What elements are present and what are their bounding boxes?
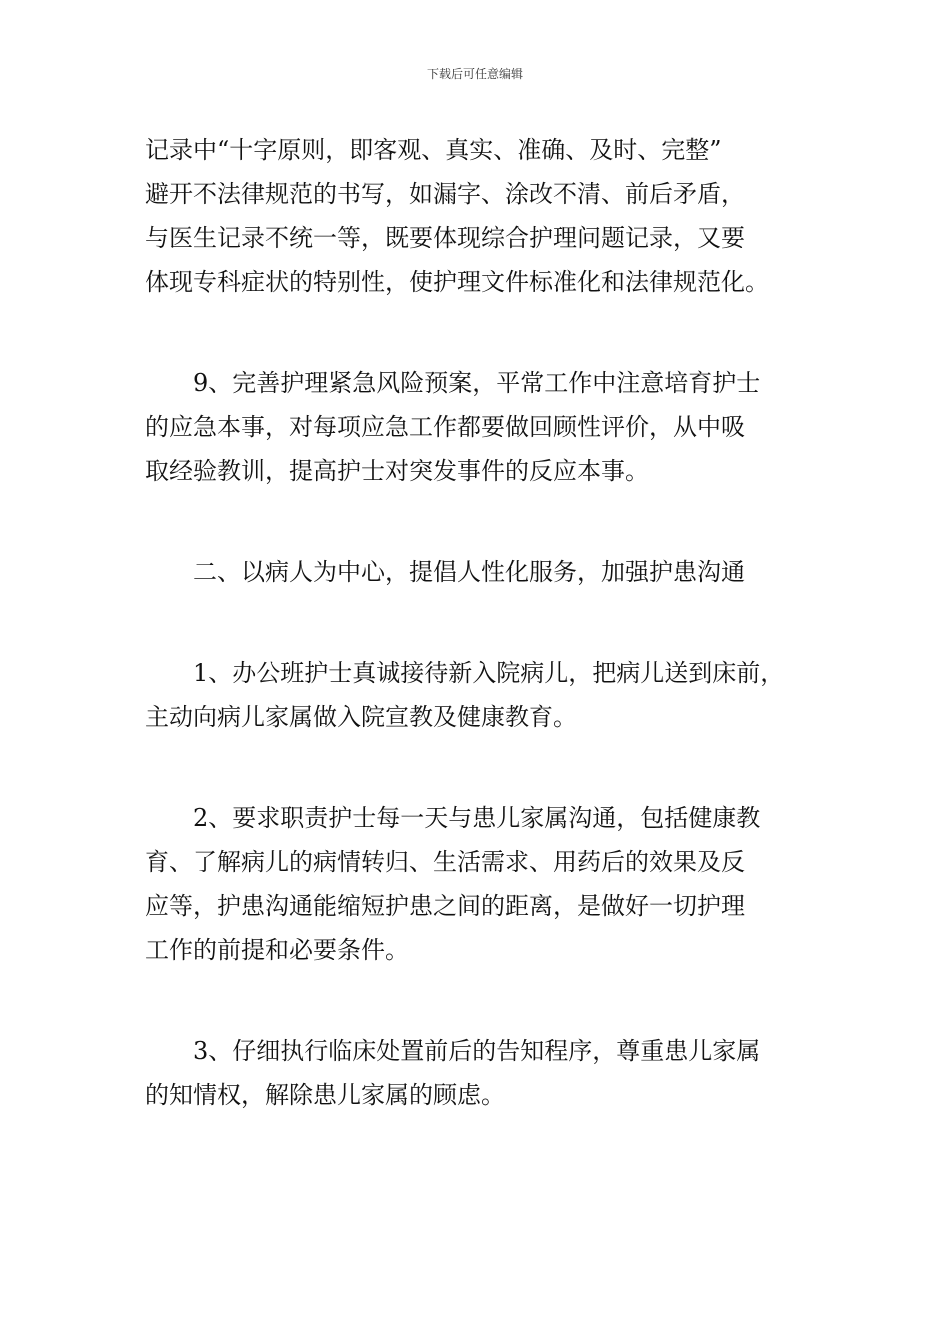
paragraph <box>145 128 835 304</box>
paragraph <box>145 361 835 493</box>
document-body <box>145 128 835 1117</box>
text-line: 取经验教训，提高护士对突发事件的反应本事。 <box>145 457 649 485</box>
text-line: 二、以病人为中心，提倡人性化服务，加强护患沟通 <box>145 558 745 586</box>
text-line: 与医生记录不统一等，既要体现综合护理问题记录，又要 <box>145 224 745 252</box>
text-line: 记录中“十字原则，即客观、真实、准确、及时、完整” <box>145 136 722 164</box>
page-header: 下载后可任意编辑 <box>426 67 523 81</box>
paragraph <box>145 796 835 972</box>
paragraph-gap <box>145 594 835 651</box>
text-line: 避开不法律规范的书写，如漏字、涂改不清、前后矛盾， <box>145 180 745 208</box>
text-line: 工作的前提和必要条件。 <box>145 936 409 964</box>
text-line: 9、完善护理紧急风险预案，平常工作中注意培育护士 <box>145 369 761 397</box>
text-line: 应等，护患沟通能缩短护患之间的距离，是做好一切护理 <box>145 892 745 920</box>
text-line: 育、了解病儿的病情转归、生活需求、用药后的效果及反 <box>145 848 745 876</box>
paragraph <box>145 1029 835 1117</box>
text-line: 体现专科症状的特别性，使护理文件标准化和法律规范化。 <box>145 268 769 296</box>
text-line: 1、办公班护士真诚接待新入院病儿，把病儿送到床前， <box>145 659 785 687</box>
paragraph-gap <box>145 493 835 550</box>
paragraph <box>145 651 835 739</box>
paragraph-gap <box>145 304 835 361</box>
text-line: 主动向病儿家属做入院宣教及健康教育。 <box>145 703 577 731</box>
text-line: 2、要求职责护士每一天与患儿家属沟通，包括健康教 <box>145 804 761 832</box>
paragraph-gap <box>145 739 835 796</box>
text-line: 的应急本事，对每项应急工作都要做回顾性评价，从中吸 <box>145 413 745 441</box>
section-heading <box>145 550 835 594</box>
paragraph-gap <box>145 972 835 1029</box>
text-line: 3、仔细执行临床处置前后的告知程序，尊重患儿家属 <box>145 1037 761 1065</box>
text-line: 的知情权，解除患儿家属的顾虑。 <box>145 1081 505 1109</box>
